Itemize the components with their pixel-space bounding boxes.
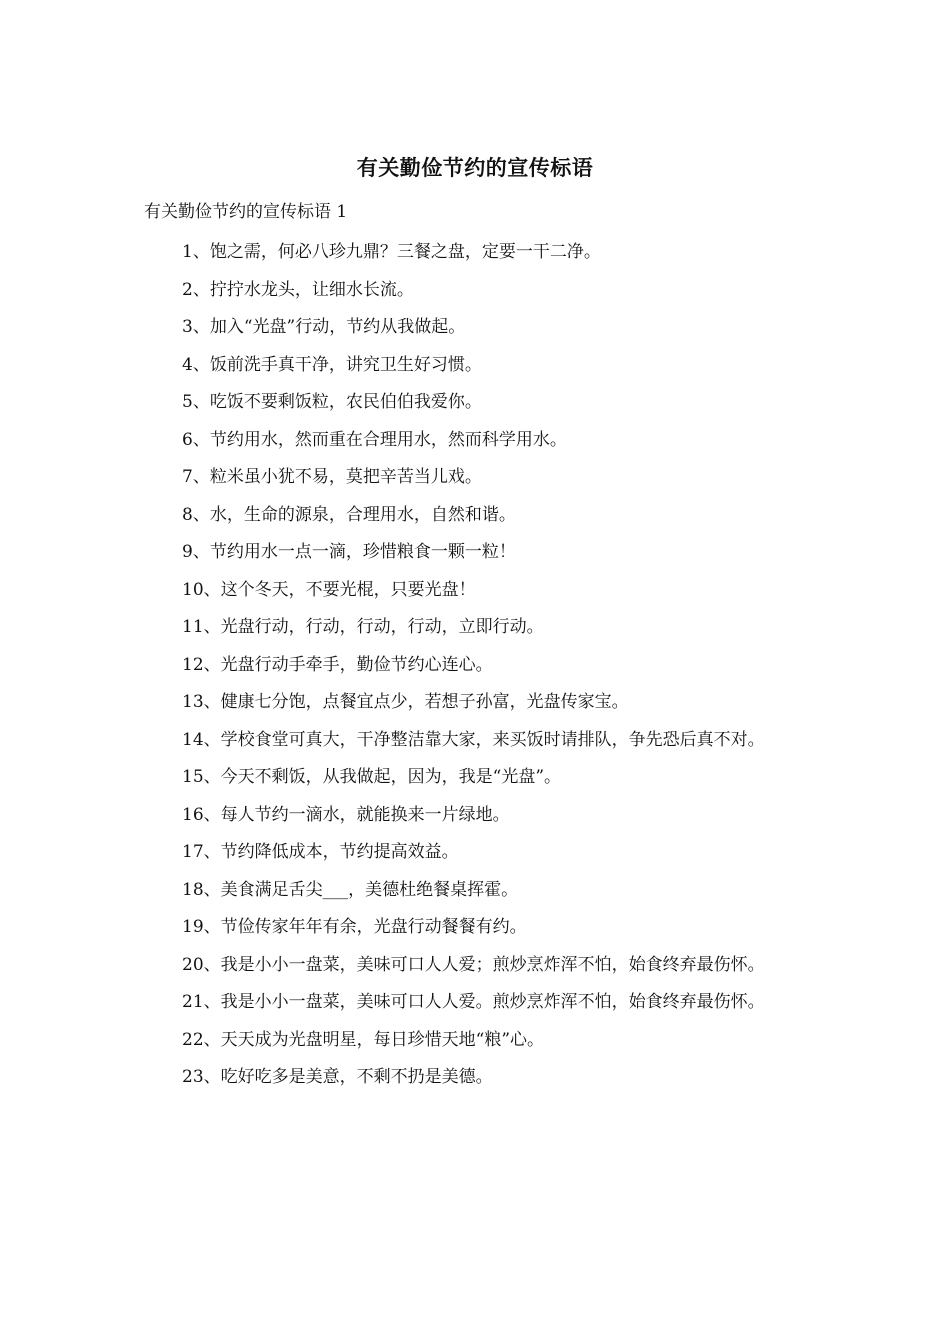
slogan-list <box>144 234 804 1097</box>
list-item: 4、饭前洗手真干净，讲究卫生好习惯。 <box>182 354 482 375</box>
list-item: 17、节约降低成本，节约提高效益。 <box>182 842 459 862</box>
list-item: 13、健康七分饱，点餐宜点少，若想子孙富，光盘传家宝。 <box>182 692 629 712</box>
list-item: 14、学校食堂可真大，干净整洁靠大家，来买饭时请排队，争先恐后真不对。 <box>182 729 765 750</box>
list-item: 8、水，生命的源泉，合理用水，自然和谐。 <box>182 504 516 525</box>
list-item: 5、吃饭不要剩饭粒，农民伯伯我爱你。 <box>182 392 482 412</box>
list-item: 16、每人节约一滴水，就能换来一片绿地。 <box>182 804 510 825</box>
list-item: 12、光盘行动手牵手，勤俭节约心连心。 <box>182 654 493 675</box>
list-item: 11、光盘行动，行动，行动，行动，立即行动。 <box>182 617 544 637</box>
document-title: 有关勤俭节约的宣传标语 <box>356 156 594 180</box>
list-item: 6、节约用水，然而重在合理用水，然而科学用水。 <box>182 429 567 450</box>
list-item: 2、拧拧水龙头，让细水长流。 <box>182 279 414 300</box>
list-item: 20、我是小小一盘菜，美味可口人人爱；煎炒烹炸浑不怕，始食终弃最伤怀。 <box>182 954 765 975</box>
list-item: 23、吃好吃多是美意，不剩不扔是美德。 <box>182 1067 493 1087</box>
list-item: 21、我是小小一盘菜，美味可口人人爱。煎炒烹炸浑不怕，始食终弃最伤怀。 <box>182 992 765 1012</box>
list-item: 22、天天成为光盘明星，每日珍惜天地“粮”心。 <box>182 1029 545 1050</box>
list-item: 18、美食满足舌尖___，美德杜绝餐桌挥霍。 <box>182 879 519 900</box>
list-item: 19、节俭传家年年有余，光盘行动餐餐有约。 <box>182 917 527 937</box>
list-item: 10、这个冬天，不要光棍，只要光盘！ <box>182 579 476 600</box>
list-item: 3、加入“光盘”行动，节约从我做起。 <box>182 317 466 337</box>
list-item: 9、节约用水一点一滴，珍惜粮食一颗一粒！ <box>182 542 516 562</box>
list-item: 7、粒米虽小犹不易，莫把辛苦当儿戏。 <box>182 467 482 487</box>
list-item: 1、饱之需，何必八珍九鼎？三餐之盘，定要一干二净。 <box>182 242 601 262</box>
section-heading: 有关勤俭节约的宣传标语 1 <box>144 202 348 222</box>
list-item: 15、今天不剩饭，从我做起，因为，我是“光盘”。 <box>182 767 562 787</box>
